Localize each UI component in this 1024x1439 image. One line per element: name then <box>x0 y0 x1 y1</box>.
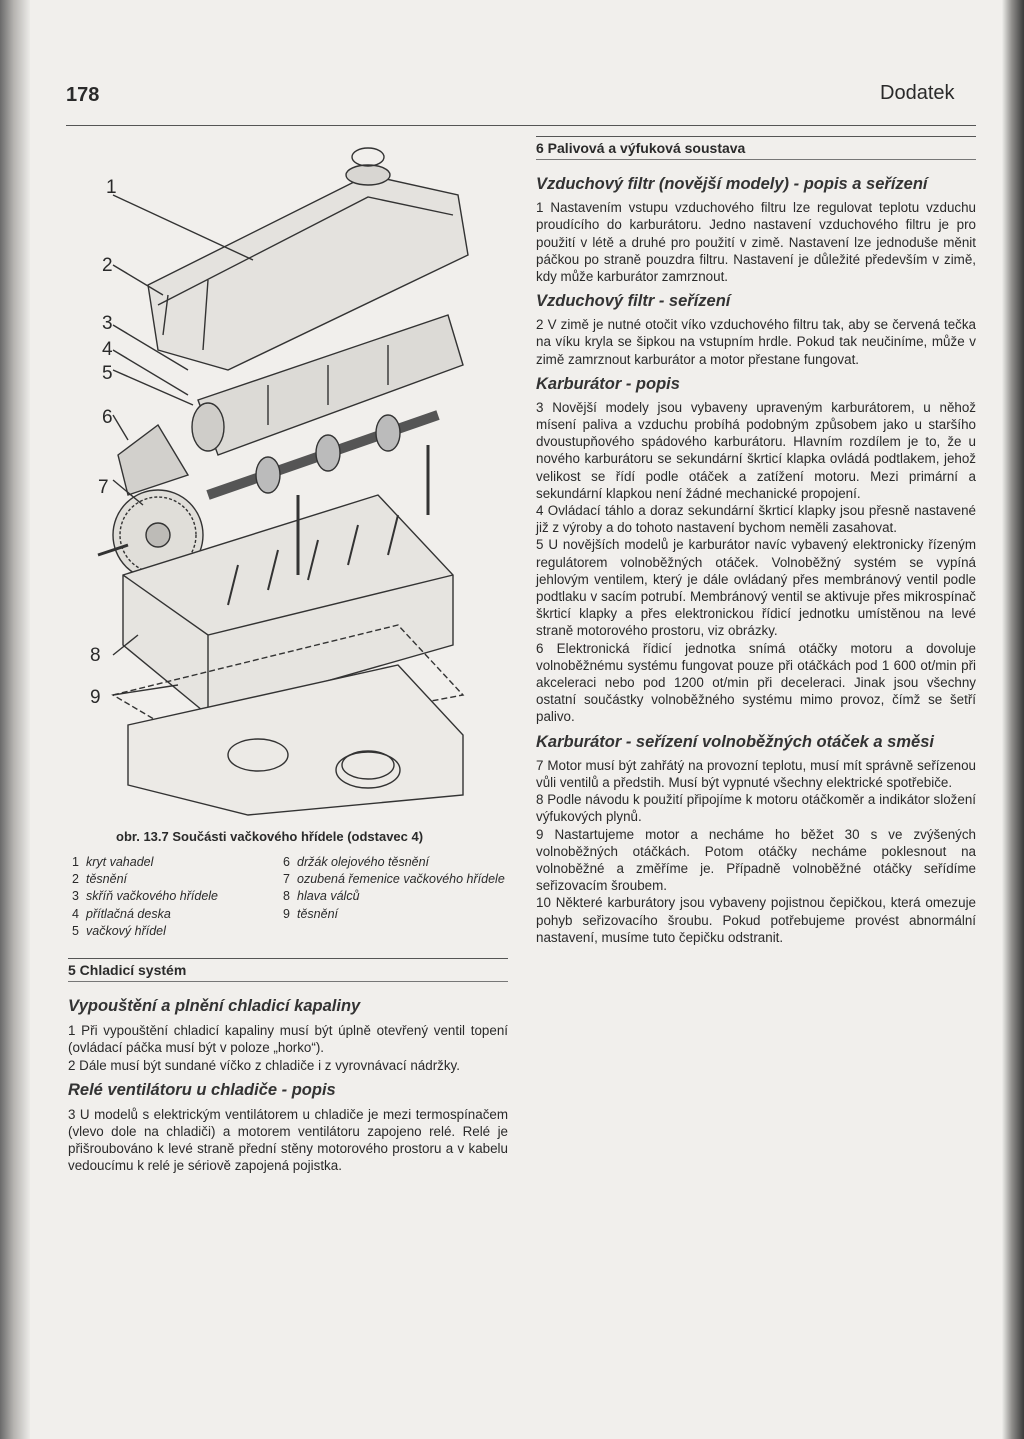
legend-item: 6 držák olejového těsnění <box>283 855 430 869</box>
callout-2: 2 <box>102 255 113 276</box>
engine-exploded-figure <box>68 135 508 825</box>
subheading: Vzduchový filtr (novější modely) - popis a seřízení <box>536 175 928 194</box>
chapter-title: Dodatek <box>880 82 955 104</box>
callout-4: 4 <box>102 339 113 360</box>
paragraph: 10 Některé karburátory jsou vybaveny pojistnou čepičkou, která omezuje pohyb seřizovacího šroubu. Pokud potřebujeme provést abnormální nastavení, musíme tuto čepičku odstranit. <box>536 895 976 945</box>
callout-7: 7 <box>98 477 109 498</box>
figure-legend-right <box>283 854 508 923</box>
scan-shadow-right <box>1002 0 1024 1439</box>
legend-item: 1 kryt vahadel <box>72 855 154 869</box>
right-column <box>536 136 976 946</box>
callout-5: 5 <box>102 363 113 384</box>
paragraph: 5 U novějších modelů je karburátor navíc vybavený elektronicky řízeným regulátorem volnoběžných otáček. Volnoběžný systém se vypíná jehlovým ventilem, který je dále ovládaný přes membránový ventil podle podtlaku v sacím potrubí. Membránový ventil se aktivuje přes mikrospínač škrticí klapky a přes elektronickou řídicí jednotku umístěnou na levé straně motorového prostoru, viz obrázky. <box>536 537 976 639</box>
paragraph: 2 V zimě je nutné otočit víko vzduchového filtru tak, aby se červená tečka na víku kryla se šipkou na vstupním hrdle. Pokud tak neučiníme, může v zimě zamrznout karburátor a motor přestane fungovat. <box>536 317 976 367</box>
header-divider <box>66 125 976 126</box>
scan-shadow-left <box>0 0 30 1439</box>
paragraph: 1 Při vypouštění chladicí kapaliny musí být úplně otevřený ventil topení (ovládací páčka musí být v poloze „horko“). <box>68 1023 508 1056</box>
section-heading: 6 Palivová a výfuková soustava <box>536 136 976 160</box>
paragraph: 2 Dále musí být sundané víčko z chladiče i z vyrovnávací nádržky. <box>68 1057 460 1073</box>
paragraph: 6 Elektronická řídicí jednotka snímá otáčky motoru a dovoluje volnoběžnému systému fungovat pouze při otáčkách pod 1 600 ot/min při akceleraci nebo pod 1200 ot/min při deceleraci. Jinak jsou všechny ostatní součástky volnoběžného systému mimo provoz, čímž se šetří palivo. <box>536 640 976 725</box>
paragraph: 4 Ovládací táhlo a doraz sekundární škrticí klapky jsou přesně nastavené již z výroby a do tohoto nastavení bychom neměli zasahovat. <box>536 503 976 536</box>
legend-item: 8 hlava válců <box>283 889 360 904</box>
page-number: 178 <box>66 84 100 106</box>
paragraph: 3 Novější modely jsou vybaveny upraveným karburátorem, u něhož mísení paliva a vzduchu probíhá podobným způsobem jako u staršího dvoustupňového spádového karburátoru. Hlavním rozdílem je to, že u nového karburátoru se sekundární škrticí klapka ovládá podtlakem, jehož velikost se řídí podle otáček a zatížení motoru. Mezi primární a sekundární klapkou není žádné mechanické propojení. <box>536 399 976 501</box>
subheading: Relé ventilátoru u chladiče - popis <box>68 1080 336 1099</box>
figure-caption: obr. 13.7 Součásti vačkového hřídele (odstavec 4) <box>116 829 424 844</box>
left-column <box>68 958 508 1175</box>
callout-8: 8 <box>90 645 101 666</box>
callout-3: 3 <box>102 313 113 334</box>
figure-legend-left <box>72 854 262 940</box>
callout-6: 6 <box>102 407 113 428</box>
paragraph: 1 Nastavením vstupu vzduchového filtru lze regulovat teplotu vzduchu proudícího do karburátoru. Jedno nastavení vzduchového filtru je pro použití v létě a druhé pro použití v zimě. Nastavení lze jednoduše měnit páčkou po straně pouzdra filtru. Nastavení je důležité především v zimě, kdy může karburátor zamrznout. <box>536 200 976 285</box>
section-heading: 5 Chladicí systém <box>68 958 508 982</box>
subheading: Karburátor - popis <box>536 374 680 393</box>
paragraph: 9 Nastartujeme motor a necháme ho běžet 30 s ve zvýšených volnoběžných otáčkách. Potom otáčky necháme poklesnout na volnoběžné a změříme je. Případně volnoběžné otáčky seřídíme seřizovacím šroubem. <box>536 826 976 894</box>
subheading: Vzduchový filtr - seřízení <box>536 292 731 311</box>
paragraph: 7 Motor musí být zahřátý na provozní teplotu, musí mít správně seřízenou vůli ventilů a předstih. Musí být vypnuté všechny elektrické spotřebiče. <box>536 757 976 790</box>
legend-item: 7 ozubená řemenice vačkového hřídele <box>283 872 505 887</box>
paragraph: 3 U modelů s elektrickým ventilátorem u chladiče je mezi termospínačem (vlevo dole na chladiči) a motorem ventilátoru zapojeno relé. Relé je přišroubováno k levé straně přední stěny motorového prostoru a v kabelu vedoucímu k relé je sériově zapojená pojistka. <box>68 1106 508 1174</box>
subheading: Vypouštění a plnění chladicí kapaliny <box>68 997 361 1016</box>
paragraph: 8 Podle návodu k použití připojíme k motoru otáčkoměr a indikátor složení výfukových plynů. <box>536 792 976 825</box>
camshaft-illustration <box>68 135 508 825</box>
legend-item: 4 přítlačná deska <box>72 906 171 921</box>
legend-item: 9 těsnění <box>283 906 339 921</box>
callout-1: 1 <box>106 177 117 198</box>
legend-item: 5 vačkový hřídel <box>72 923 166 938</box>
legend-item: 2 těsnění <box>72 872 128 887</box>
subheading: Karburátor - seřízení volnoběžných otáček a směsi <box>536 732 934 751</box>
legend-item: 3 skříň vačkového hřídele <box>72 889 219 904</box>
callout-9: 9 <box>90 687 101 708</box>
